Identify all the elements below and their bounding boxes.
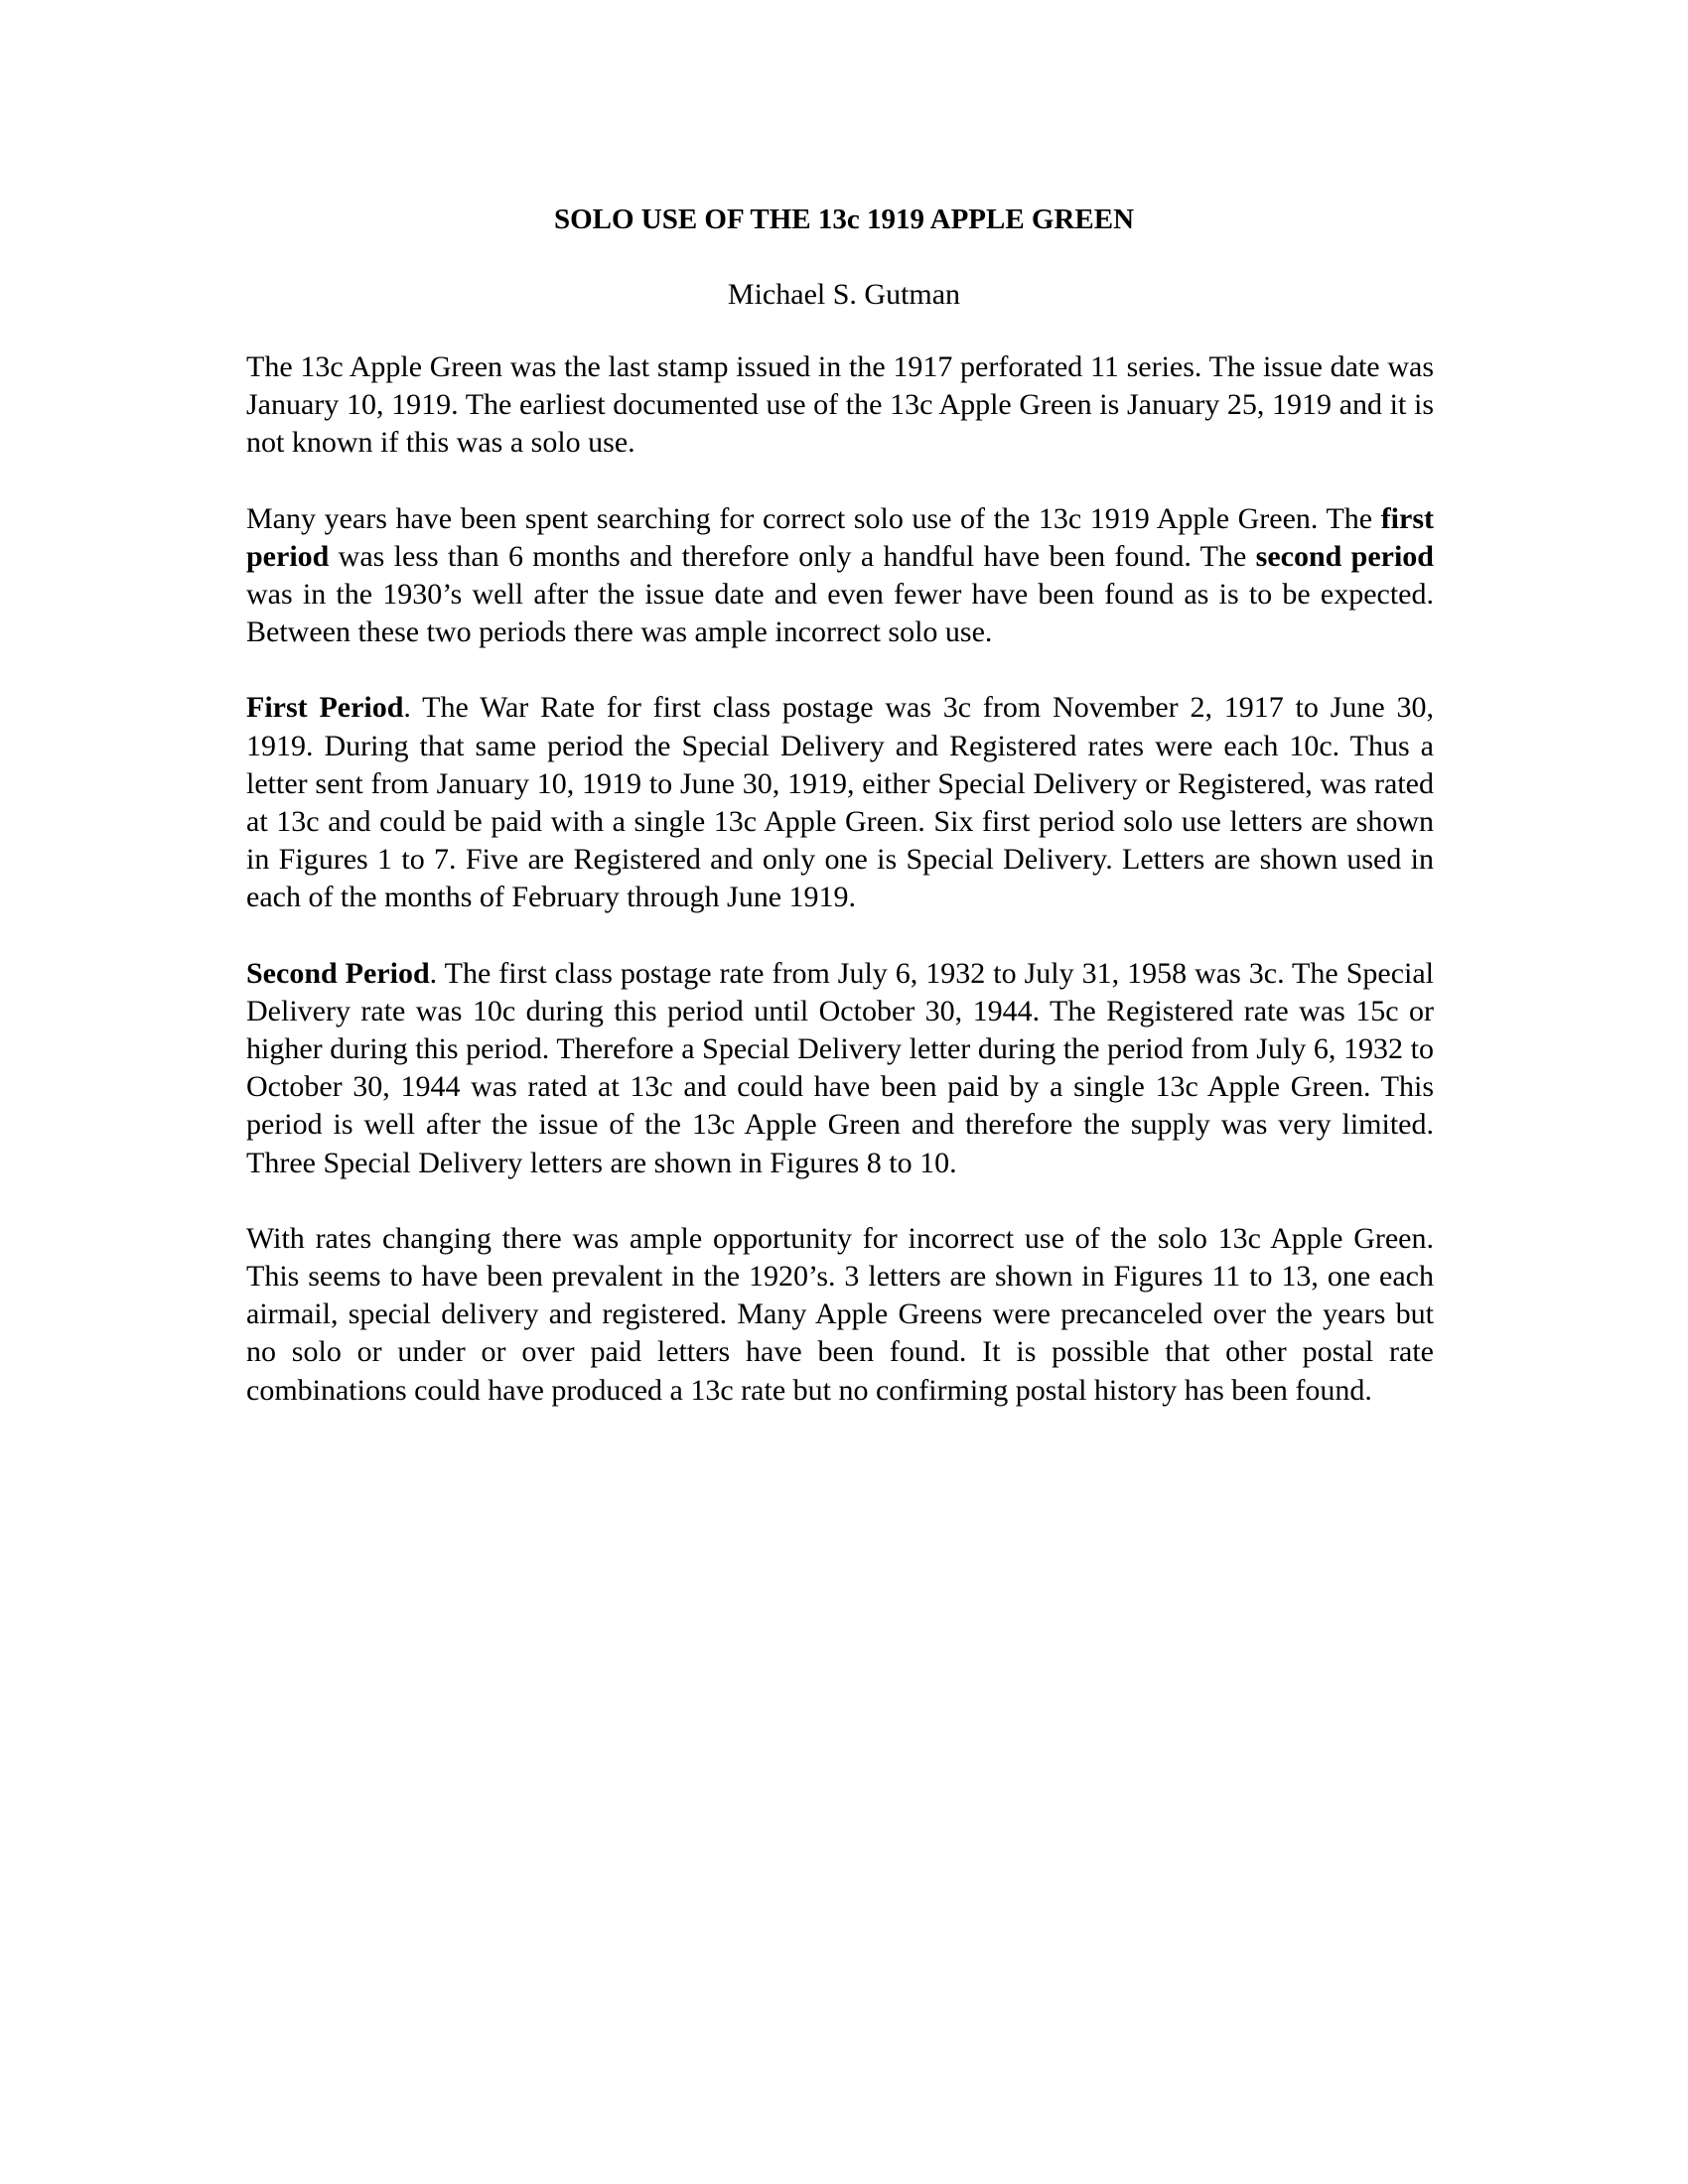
paragraph-text: Many years have been spent searching for correct solo use of the 13c 1919 Apple Green. The (246, 501, 1381, 535)
paragraph-incorrect-use: With rates changing there was ample opportunity for incorrect use of the solo 13c Apple Green. This seems to have been prevalent in the 1920’s. 3 letters are shown in Figures 11 to 13, one each airmail, special delivery and registered. Many Apple Greens were precanceled over the years but no solo or under or over paid letters have been found. It is possible that other postal rate combinations could have produced a 13c rate but no confirming postal history has been found. (246, 1221, 1434, 1407)
paragraph-intro: The 13c Apple Green was the last stamp issued in the 1917 perforated 11 series. The issue date was January 10, 1919. The earliest documented use of the 13c Apple Green is January 25, 1919 and it is not known if this was a solo use. (246, 350, 1434, 460)
paragraph-second-period (246, 955, 1434, 1182)
paragraph-periods (246, 500, 1434, 652)
paragraph-text: was less than 6 months and therefore only a handful have been found. The (329, 539, 1256, 573)
author-name: Michael S. Gutman (727, 278, 961, 311)
paragraph-first-period (246, 689, 1434, 916)
section-heading-second-period: Second Period (246, 956, 430, 990)
bold-term-first-period: first period (246, 501, 1434, 573)
paragraph-text: . The first class postage rate from July 6, 1932 to July 31, 1958 was 3c. The Special Delivery rate was 10c during this period until October 30, 1944. The Registered rate was 15c or higher during this period. Therefore a Special Delivery letter during the period from July 6, 1932 to October 30, 1944 was rated at 13c and could have been paid by a single 13c Apple Green. This period is well after the issue of the 13c Apple Green and therefore the supply was very limited. Three Special Delivery letters are shown in Figures 8 to 10. (246, 956, 1434, 1179)
paragraph-text: was in the 1930’s well after the issue date and even fewer have been found as is to be expected. Between these two periods there was ample incorrect solo use. (246, 578, 1434, 649)
section-heading-first-period: First Period (246, 691, 404, 725)
document-body (246, 348, 1434, 1447)
paragraph-text: . The War Rate for first class postage was 3c from November 2, 1917 to June 30, 1919. During that same period the Special Delivery and Registered rates were each 10c. Thus a letter sent from January 10, 1919 to June 30, 1919, either Special Delivery or Registered, was rated at 13c and could be paid with a single 13c Apple Green. Six first period solo use letters are shown in Figures 1 to 7. Five are Registered and only one is Special Delivery. Letters are shown used in each of the months of February through June 1919. (246, 691, 1434, 914)
bold-term-second-period: second period (1255, 539, 1434, 573)
document-title: SOLO USE OF THE 13c 1919 APPLE GREEN (553, 204, 1135, 235)
